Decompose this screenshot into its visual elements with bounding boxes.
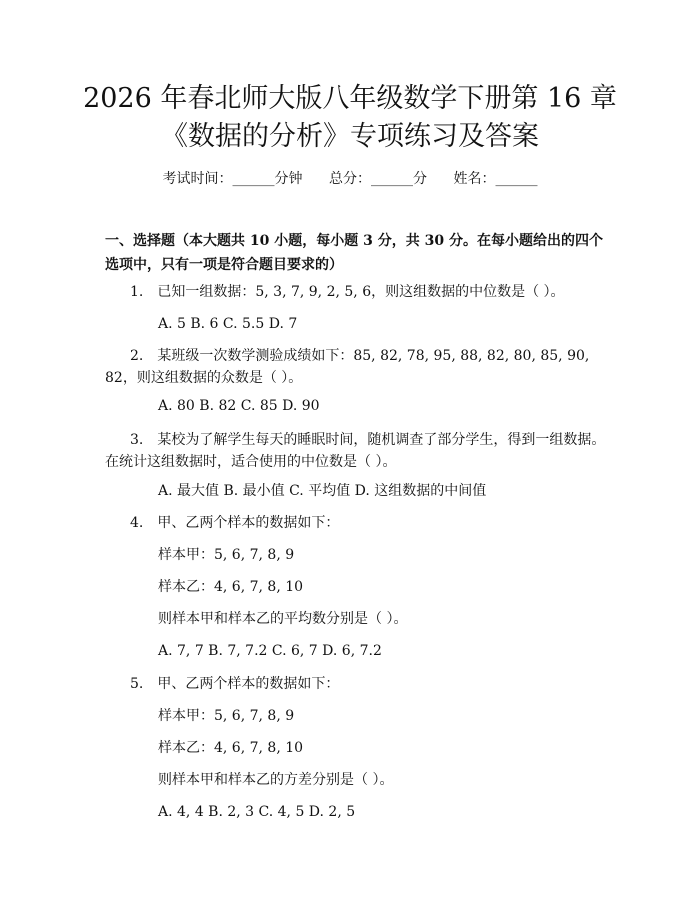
question-5-stem: 5. 甲、乙两个样本的数据如下： bbox=[130, 676, 340, 692]
question-4-ask: 则样本甲和样本乙的平均数分别是（ ）。 bbox=[158, 611, 408, 627]
student-name: 姓名：______ bbox=[453, 171, 538, 187]
question-2-options: A. 80 B. 82 C. 85 D. 90 bbox=[158, 398, 320, 414]
question-1-options: A. 5 B. 6 C. 5.5 D. 7 bbox=[158, 316, 298, 332]
question-4-stem: 4. 甲、乙两个样本的数据如下： bbox=[130, 515, 340, 531]
question-4-sample-b: 样本乙：4, 6, 7, 8, 10 bbox=[158, 579, 304, 595]
exam-time: 考试时间：______分钟 bbox=[162, 171, 303, 187]
question-4-sample-a: 样本甲：5, 6, 7, 8, 9 bbox=[158, 547, 295, 563]
question-5-ask: 则样本甲和样本乙的方差分别是（ ）。 bbox=[158, 772, 394, 788]
question-1-stem: 1. 已知一组数据：5, 3, 7, 9, 2, 5, 6，则这组数据的中位数是（ ）。 bbox=[130, 284, 565, 300]
question-4-options: A. 7, 7 B. 7, 7.2 C. 6, 7 D. 6, 7.2 bbox=[158, 643, 382, 659]
section-heading: 一、选择题（本大题共 10 小题，每小题 3 分，共 30 分。在每小题给出的四个选项中，只有一项是符合题目要求的） bbox=[105, 233, 603, 273]
total-score: 总分：______分 bbox=[329, 171, 427, 187]
question-5-sample-b: 样本乙：4, 6, 7, 8, 10 bbox=[158, 740, 304, 756]
title-line-2: 《数据的分析》专项练习及答案 bbox=[161, 121, 539, 152]
exam-info bbox=[0, 168, 700, 188]
title-line-1: 2026 年春北师大版八年级数学下册第 16 章 bbox=[83, 83, 617, 114]
question-3-stem: 3. 某校为了解学生每天的睡眠时间，随机调查了部分学生，得到一组数据。在统计这组数据时，适合使用的中位数是（ ）。 bbox=[105, 432, 606, 470]
question-5-sample-a: 样本甲：5, 6, 7, 8, 9 bbox=[158, 708, 295, 724]
question-2-stem: 2. 某班级一次数学测验成绩如下：85, 82, 78, 95, 88, 82, 80, 85, 90, 82，则这组数据的众数是（ ）。 bbox=[105, 348, 590, 386]
question-5-options: A. 4, 4 B. 2, 3 C. 4, 5 D. 2, 5 bbox=[158, 804, 356, 820]
question-3-options: A. 最大值 B. 最小值 C. 平均值 D. 这组数据的中间值 bbox=[158, 483, 487, 499]
